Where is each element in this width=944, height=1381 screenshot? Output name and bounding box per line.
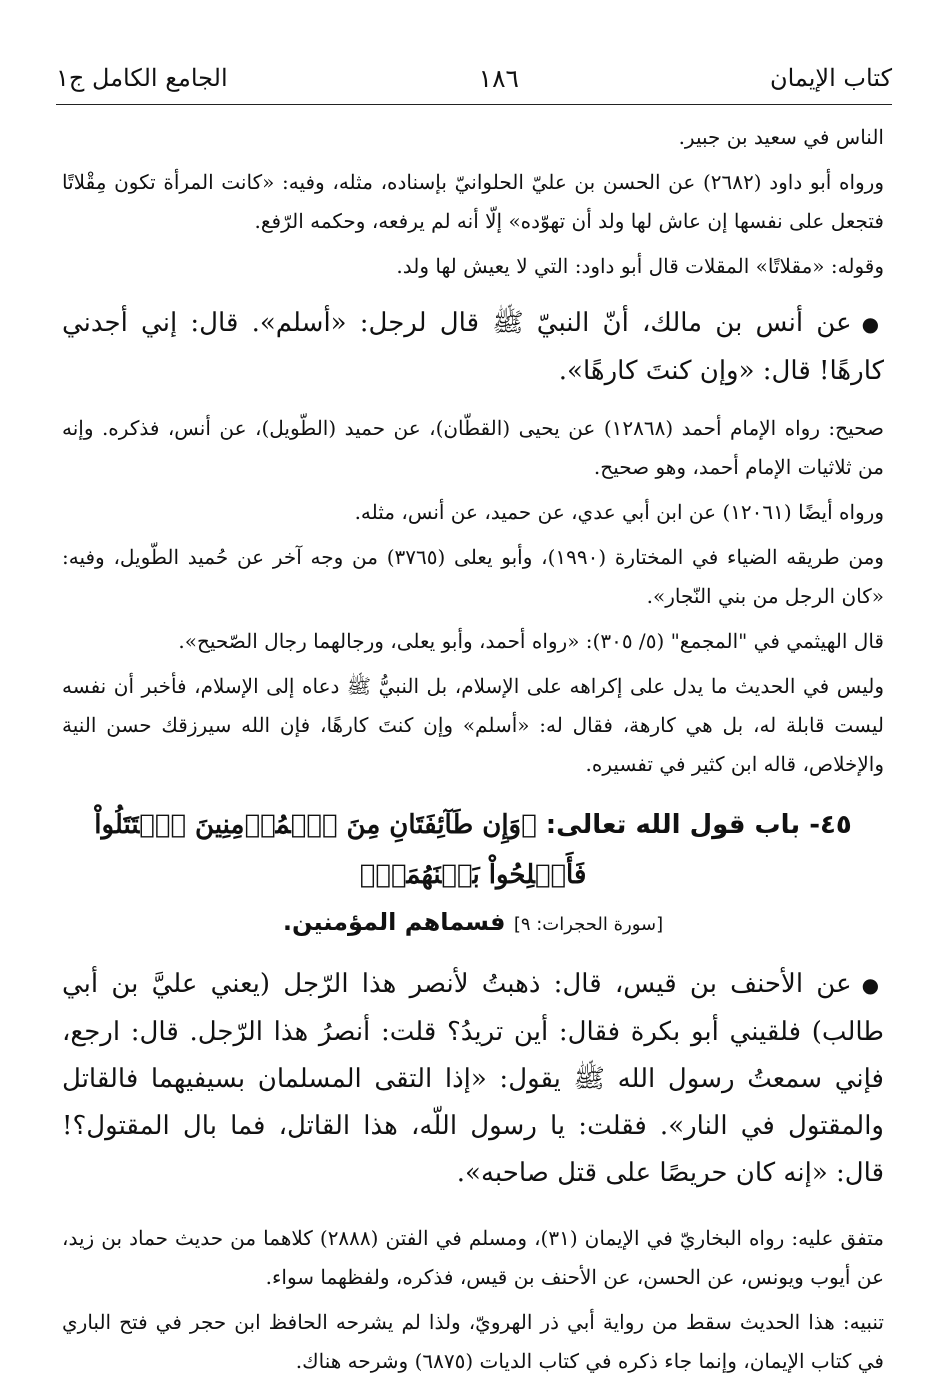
text-paragraph: قال الهيثمي في "المجمع" (٥/ ٣٠٥): «رواه أحمد، وأبو يعلى، ورجالهما رجال الصّحيح». xyxy=(178,629,884,653)
takhrij-paragraph: صحيح: رواه الإمام أحمد (١٢٨٦٨) عن يحيى (القطّان)، عن حميد (الطّويل)، عن أنس، فذكره. وإنه من ثلاثيات الإمام أحمد، وهو صحيح. xyxy=(62,416,885,479)
quran-verse: ﴿وَإِن طَآئِفَتَانِ مِنَ ٱلۡمُؤۡمِنِينَ ٱقۡتَتَلُواْ فَأَصۡلِحُواْ بَيۡنَهُمَاۖ﴾ xyxy=(94,810,587,890)
hadith-text: عن أنس بن مالك، أنّ النبيّ ﷺ قال لرجل: «أسلم». قال: إني أجدني كارهًا! قال: «وإن كنتَ كارهًا». xyxy=(62,308,884,386)
surah-reference: [سورة الحجرات: ٩] xyxy=(513,914,664,935)
text-paragraph: الناس في سعيد بن جبير. xyxy=(678,125,884,149)
page-body xyxy=(62,118,884,1381)
hadith-text: عن الأحنف بن قيس، قال: ذهبتُ لأنصر هذا الرّجل (يعني عليَّ بن أبي طالب) فلقيني أبو بكرة فقال: أين تريدُ؟ قلت: أنصرُ هذا الرّجل. قال: ارجع، فإني سمعتُ رسول الله ﷺ يقول: «إذا التقى المسلمان بسيفيهما فالقاتل والمقتول في النار». فقلت: يا رسول اللّه، هذا القاتل، فما بال المقتول؟! قال: «إنه كان حريصًا على قتل صاحبه». xyxy=(62,969,884,1188)
hadith-paragraph xyxy=(62,961,884,1197)
chapter-heading xyxy=(62,800,884,900)
text-paragraph: ورواه أبو داود (٢٦٨٢) عن الحسن بن عليّ الحلوانيّ بإسناده، مثله، وفيه: «كانت المرأة تكون مِقْلاتًا فتجعل على نفسها إن عاش لها ولد أن تهوّده» إلّا أنه لم يرفعه، وحكمه الرّفع. xyxy=(62,170,884,233)
text-paragraph: ومن طريقه الضياء في المختارة (١٩٩٠)، وأبو يعلى (٣٧٦٥) من وجه آخر عن حُميد الطّويل، وفيه: «كان الرجل من بني النّجار». xyxy=(62,545,884,608)
chapter-title: ٤٥- باب قول الله تعالى: xyxy=(545,810,852,840)
book-running-title: الجامع الكامل ج١ xyxy=(56,64,228,92)
text-paragraph: وقوله: «مقلاتًا» المقلات قال أبو داود: التي لا يعيش لها ولد. xyxy=(396,254,884,278)
chapter-running-title: كتاب الإيمان xyxy=(769,64,892,92)
bullet-icon: ● xyxy=(861,312,885,336)
hadith-paragraph xyxy=(62,300,884,395)
note-paragraph: تنبيه: هذا الحديث سقط من رواية أبي ذر الهرويّ، ولذا لم يشرحه الحافظ ابن حجر في فتح الباري في كتاب الإيمان، وإنما جاء ذكره في كتاب الديات (٦٨٧٥) وشرحه هناك. xyxy=(62,1310,884,1373)
bullet-icon: ● xyxy=(861,973,885,997)
text-paragraph: ورواه أيضًا (١٢٠٦١) عن ابن أبي عدي، عن حميد، عن أنس، مثله. xyxy=(354,500,884,524)
takhrij-paragraph: متفق عليه: رواه البخاريّ في الإيمان (٣١)، ومسلم في الفتن (٢٨٨٨) كلاهما من حديث حماد بن زيد، عن أيوب ويونس، عن الحسن، عن الأحنف بن قيس، فذكره، ولفظهما سواء. xyxy=(62,1226,884,1289)
chapter-subtitle: فسماهم المؤمنين. xyxy=(282,908,506,936)
page-header xyxy=(56,52,892,105)
page-number: ١٨٦ xyxy=(478,63,519,93)
chapter-subheading xyxy=(62,900,884,947)
text-paragraph: وليس في الحديث ما يدل على إكراهه على الإسلام، بل النبيُّ ﷺ دعاه إلى الإسلام، فأخبر أن نفسه ليست قابلة له، بل هي كارهة، فقال له: «أسلم» وإن كنتَ كارهًا، فإن الله سيرزقك حسن النية والإخلاص، قاله ابن كثير في تفسيره. xyxy=(62,674,884,776)
